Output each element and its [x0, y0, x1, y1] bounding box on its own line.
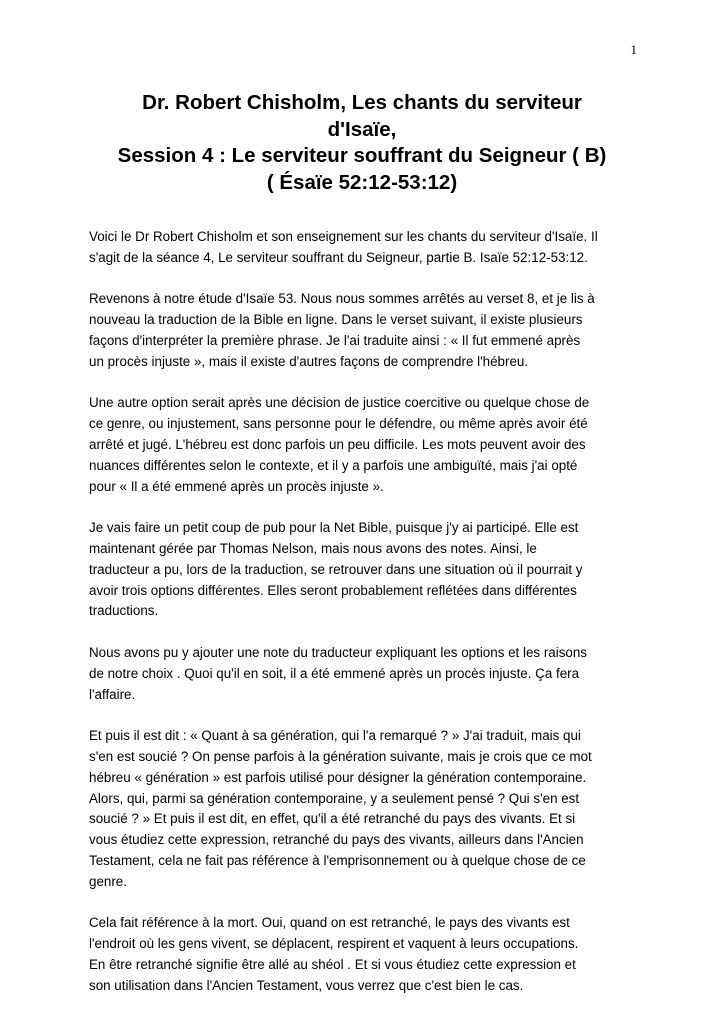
text-line: pour « Il a été emmené après un procès injuste ». — [89, 478, 384, 494]
text-line: vous étudiez cette expression, retranché du pays des vivants, ailleurs dans l'Ancien — [89, 832, 584, 848]
title-line: Session 4 : Le serviteur souffrant du Seigneur ( B) — [117, 144, 607, 167]
text-line: nouveau la traduction de la Bible en ligne. Dans le verset suivant, il existe plusieurs — [89, 312, 583, 328]
title-line: Dr. Robert Chisholm, Les chants du serviteur — [142, 91, 582, 114]
page-number: 1 — [630, 42, 637, 57]
document-title — [80, 90, 644, 196]
text-line: son utilisation dans l'Ancien Testament, vous verrez que c'est bien le cas. — [89, 977, 524, 993]
document-body — [89, 227, 649, 1017]
text-line: s'agit de la séance 4, Le serviteur souffrant du Seigneur, partie B. Isaïe 52:12-53:12. — [89, 249, 588, 265]
text-line: ce genre, ou injustement, sans personne pour le défendre, ou même après avoir été — [89, 416, 588, 432]
text-line: arrêté et jugé. L'hébreu est donc parfois un peu difficile. Les mots peuvent avoir des — [89, 436, 586, 452]
text-line: un procès injuste », mais il existe d'autres façons de comprendre l'hébreu. — [89, 353, 529, 369]
paragraph — [89, 643, 649, 705]
text-line: maintenant gérée par Thomas Nelson, mais nous avons des notes. Ainsi, le — [89, 540, 537, 556]
text-line: l'endroit où les gens vivent, se déplacent, respirent et vaquent à leurs occupations. — [89, 936, 579, 952]
text-line: En être retranché signifie être allé au shéol . Et si vous étudiez cette expression et — [89, 956, 576, 972]
title-line: d'Isaïe, — [327, 117, 397, 141]
title-line: ( Ésaïe 52:12-53:12) — [266, 170, 458, 194]
text-line: façons d'interpréter la première phrase. Je l'ai traduite ainsi : « Il fut emmené après — [89, 332, 581, 348]
paragraph — [89, 726, 649, 892]
text-line: Cela fait référence à la mort. Oui, quand on est retranché, le pays des vivants est — [89, 915, 570, 931]
text-line: Alors, qui, parmi sa génération contemporaine, y a seulement pensé ? Qui s'en est — [89, 790, 580, 806]
text-line: Revenons à notre étude d'Isaïe 53. Nous nous sommes arrêtés au verset 8, et je lis à — [89, 291, 595, 307]
paragraph — [89, 518, 649, 622]
text-line: s'en est soucié ? On pense parfois à la génération suivante, mais je crois que ce mot — [89, 748, 592, 764]
text-line: Voici le Dr Robert Chisholm et son enseignement sur les chants du serviteur d'Isaïe. Il — [89, 229, 598, 244]
text-line: Une autre option serait après une décision de justice coercitive ou quelque chose de — [89, 395, 590, 411]
text-line: Nous avons pu y ajouter une note du traducteur expliquant les options et les raisons — [89, 644, 587, 660]
paragraph — [89, 913, 649, 996]
paragraph-intro — [89, 227, 649, 269]
text-line: Et puis il est dit : « Quant à sa génération, qui l'a remarqué ? » J'ai traduit, mais qui — [89, 728, 581, 744]
text-line: genre. — [89, 873, 127, 889]
text-line: Testament, cela ne fait pas référence à l'emprisonnement ou à quelque chose de ce — [89, 852, 586, 868]
text-line: Je vais faire un petit coup de pub pour la Net Bible, puisque j'y ai participé. Elle est — [89, 520, 579, 536]
paragraph — [89, 393, 649, 497]
text-line: traducteur a pu, lors de la traduction, se retrouver dans une situation où il pourrait y — [89, 561, 583, 577]
text-line: hébreu « génération » est parfois utilisé pour désigner la génération contemporaine. — [89, 769, 587, 785]
text-line: de notre choix . Quoi qu'il en soit, il a été emmené après un procès injuste. Ça fera — [89, 665, 580, 681]
text-line: soucié ? » Et puis il est dit, en effet, qu'il a été retranché du pays des vivants. Et si — [89, 811, 576, 827]
text-line: l'affaire. — [89, 686, 136, 702]
text-line: nuances différentes selon le contexte, et il y a parfois une ambiguïté, mais j'ai opté — [89, 457, 578, 473]
text-line: avoir trois options différentes. Elles seront probablement reflétées dans différentes — [89, 582, 577, 598]
text-line: traductions. — [89, 603, 159, 619]
paragraph — [89, 289, 649, 372]
